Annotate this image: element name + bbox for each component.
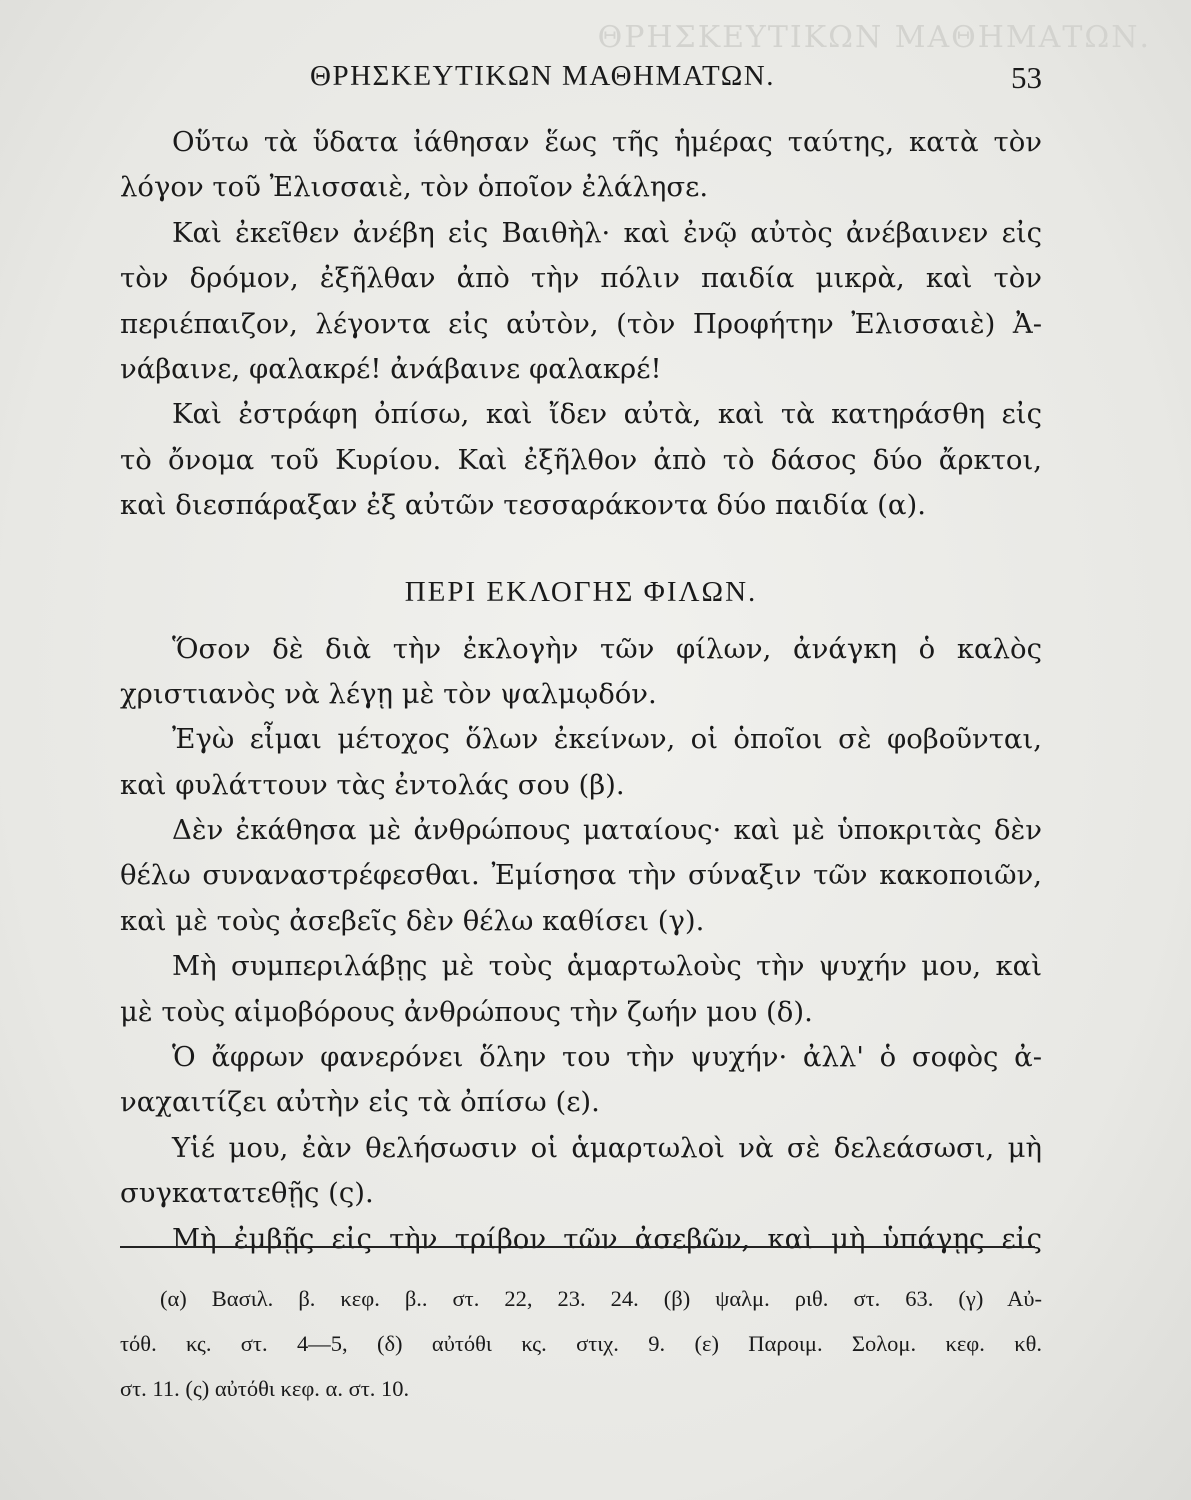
page-number: 53: [1011, 60, 1042, 95]
footnote-rule: [120, 1246, 1035, 1248]
text-line: Υἱέ μου, ἐὰν θελήσωσιν οἱ ἁμαρτωλοὶ νὰ σὲ δελεάσωσι, μὴ: [172, 1131, 1042, 1164]
text-line: Ὁ ἄφρων φανερόνει ὅλην του τὴν ψυχήν· ἀλλ' ὁ σοφὸς ἀ-: [172, 1041, 1042, 1074]
text-line: λόγον τοῦ Ἐλισσαιὲ, τὸν ὁποῖον ἐλάλησε.: [120, 171, 709, 204]
page-body: [120, 120, 1042, 1262]
footnote-line: (α) Βασιλ. β. κεφ. β.. στ. 22, 23. 24. (β) ψαλμ. ριθ. στ. 63. (γ) Αὐ-: [160, 1286, 1042, 1311]
footnote-line: τόθ. κς. στ. 4—5, (δ) αὐτόθι κς. στιχ. 9. (ε) Παροιμ. Σολομ. κεφ. κθ.: [120, 1331, 1042, 1356]
text-line: περιέπαιζον, λέγοντα εἰς αὐτὸν, (τὸν Προφήτην Ἐλισσαιὲ) Ἀ-: [120, 307, 1042, 340]
footnotes: [120, 1276, 1042, 1411]
text-line: Ἐγὼ εἶμαι μέτοχος ὅλων ἐκείνων, οἱ ὁποῖοι σὲ φοβοῦνται,: [172, 723, 1042, 756]
text-line: καὶ διεσπάραξαν ἐξ αὐτῶν τεσσαράκοντα δύο παιδία (α).: [120, 489, 926, 522]
text-line: ναχαιτίζει αὐτὴν εἰς τὰ ὀπίσω (ε).: [120, 1086, 600, 1119]
text-line: νάβαινε, φαλακρέ! ἀνάβαινε φαλακρέ!: [120, 352, 662, 385]
text-line: Μὴ συμπεριλάβῃς μὲ τοὺς ἁμαρτωλοὺς τὴν ψυχήν μου, καὶ: [172, 950, 1042, 983]
text-line: τὸν δρόμον, ἐξῆλθαν ἀπὸ τὴν πόλιν παιδία μικρὰ, καὶ τὸν: [120, 262, 1042, 295]
text-line: Οὕτω τὰ ὕδατα ἰάθησαν ἕως τῆς ἡμέρας ταύτης, κατὰ τὸν: [172, 126, 1042, 158]
text-line: συγκατατεθῇς (ς).: [120, 1177, 374, 1210]
text-line: Καὶ ἐστράφη ὀπίσω, καὶ ἴδεν αὐτὰ, καὶ τὰ κατηράσθη εἰς: [172, 398, 1042, 431]
show-through-text: ΘΡΗΣΚΕΥΤΙΚΩΝ ΜΑΘΗΜΑΤΩΝ.: [597, 20, 1151, 55]
page-header: [120, 60, 1050, 104]
text-line: χριστιανὸς νὰ λέγῃ μὲ τὸν ψαλμῳδόν.: [120, 677, 657, 710]
footnote-line: στ. 11. (ς) αὐτόθι κεφ. α. στ. 10.: [120, 1376, 410, 1401]
text-line: τὸ ὄνομα τοῦ Κυρίου. Καὶ ἐξῆλθον ἀπὸ τὸ δάσος δύο ἄρκτοι,: [120, 443, 1042, 476]
text-line: Δὲν ἐκάθησα μὲ ἀνθρώπους ματαίους· καὶ μὲ ὑποκριτὰς δὲν: [172, 814, 1042, 847]
running-title: ΘΡΗΣΚΕΥΤΙΚΩΝ ΜΑΘΗΜΑΤΩΝ.: [310, 60, 775, 92]
text-line: μὲ τοὺς αἱμοβόρους ἀνθρώπους τὴν ζωήν μου (δ).: [120, 995, 813, 1028]
text-line: Μὴ ἐμβῇς εἰς τὴν τρίβον τῶν ἀσεβῶν, καὶ μὴ ὑπάγῃς εἰς: [172, 1222, 1042, 1255]
text-line: θέλω συναναστρέφεσθαι. Ἐμίσησα τὴν σύναξιν τῶν κακοποιῶν,: [120, 859, 1042, 892]
text-line: καὶ μὲ τοὺς ἀσεβεῖς δὲν θέλω καθίσει (γ).: [120, 904, 705, 937]
section-heading: ΠΕΡΙ ΕΚΛΟΓΗΣ ΦΙΛΩΝ.: [404, 575, 758, 608]
text-line: Ὅσον δὲ διὰ τὴν ἐκλογὴν τῶν φίλων, ἀνάγκη ὁ καλὸς: [172, 632, 1042, 665]
text-line: καὶ φυλάττουν τὰς ἐντολάς σου (β).: [120, 768, 625, 801]
text-line: Καὶ ἐκεῖθεν ἀνέβη εἰς Βαιθὴλ· καὶ ἐνῷ αὐτὸς ἀνέβαινεν εἰς: [172, 216, 1042, 249]
